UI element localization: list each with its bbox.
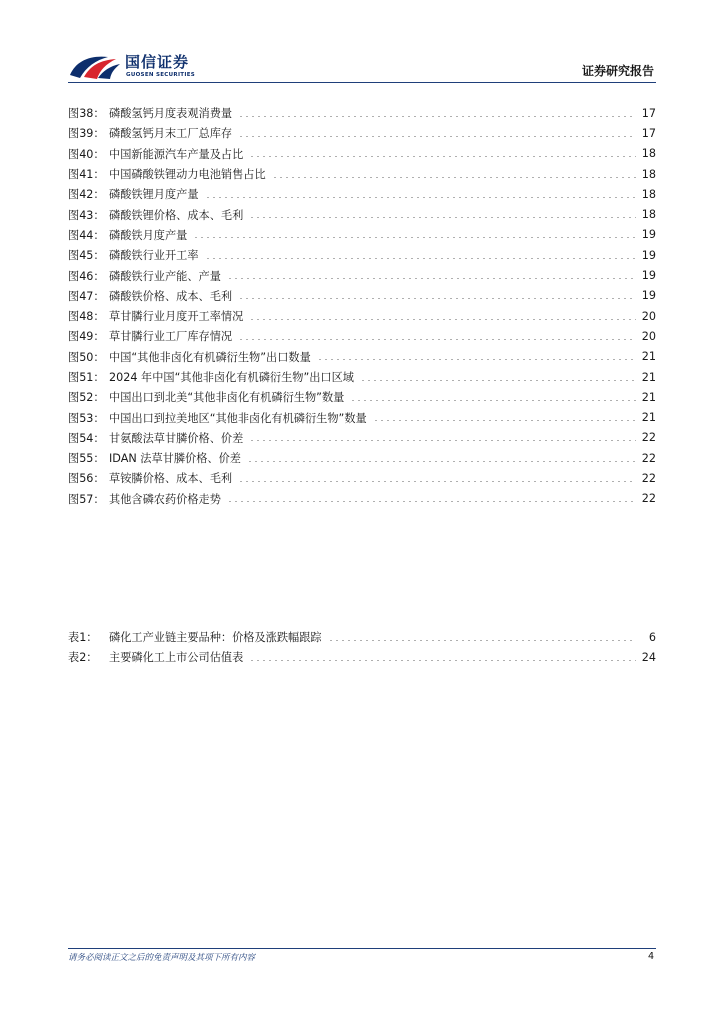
toc-entry-page: 20 [641, 329, 656, 343]
toc-entry-title: 磷酸铁锂月度产量 [109, 188, 199, 202]
toc-dot-leader [227, 501, 636, 502]
toc-entry-fig57[interactable] [68, 489, 656, 509]
toc-entry-fig56[interactable] [68, 468, 656, 488]
toc-entry-page: 19 [641, 228, 656, 242]
toc-entry-page: 22 [641, 471, 656, 485]
logo-english-name: GUOSEN SECURITIES [126, 72, 196, 78]
toc-entry-label: 图41： [68, 168, 105, 182]
toc-dot-leader [373, 420, 636, 421]
toc-entry-label: 图45： [68, 249, 105, 263]
toc-entry-fig54[interactable] [68, 428, 656, 448]
toc-entry-title: 中国磷酸铁锂动力电池销售占比 [109, 168, 266, 182]
page-header [68, 48, 656, 84]
toc-entry-fig40[interactable] [68, 144, 656, 164]
toc-entry-fig48[interactable] [68, 306, 656, 326]
toc-entry-title: 磷酸氢钙月度表观消费量 [109, 107, 233, 121]
header-divider [68, 82, 656, 83]
toc-entry-page: 18 [641, 147, 656, 161]
toc-dot-leader [350, 400, 635, 401]
toc-entry-fig45[interactable] [68, 245, 656, 265]
toc-dot-leader [249, 319, 635, 320]
toc-entry-fig55[interactable] [68, 448, 656, 468]
toc-entry-title: 2024 年中国“其他非卤化有机磷衍生物”出口区域 [109, 371, 354, 384]
toc-entry-label: 图55： [68, 452, 105, 466]
toc-entry-label: 表2： [68, 651, 98, 665]
toc-dot-leader [249, 217, 635, 218]
toc-entry-page: 17 [641, 126, 656, 140]
toc-entry-title: 其他含磷农药价格走势 [109, 492, 221, 506]
toc-dot-leader [249, 440, 635, 441]
toc-entry-title: 中国出口到北美“其他非卤化有机磷衍生物”数量 [109, 391, 345, 405]
toc-entry-page: 21 [641, 411, 656, 425]
toc-entry-page: 18 [641, 187, 656, 201]
toc-entry-page: 21 [641, 350, 656, 364]
toc-entry-title: 中国出口到拉美地区“其他非卤化有机磷衍生物”数量 [109, 411, 367, 425]
page-number: 4 [647, 951, 654, 962]
toc-entry-label: 表1： [68, 631, 98, 645]
toc-entry-page: 17 [641, 106, 656, 120]
footer-divider [68, 948, 656, 949]
toc-dot-leader [360, 380, 636, 381]
toc-entry-title: 草甘膦行业工厂库存情况 [109, 330, 233, 344]
toc-entry-label: 图46： [68, 269, 105, 283]
toc-dot-leader [238, 339, 636, 340]
toc-entry-label: 图54： [68, 431, 105, 445]
toc-entry-page: 19 [641, 248, 656, 262]
toc-entry-fig52[interactable] [68, 387, 656, 407]
toc-entry-label: 图48： [68, 310, 105, 324]
toc-entry-title: 主要磷化工上市公司估值表 [109, 651, 244, 665]
toc-dot-leader [328, 640, 636, 641]
toc-entry-title: 中国新能源汽车产量及占比 [109, 147, 244, 161]
toc-entry-page: 22 [641, 431, 656, 445]
toc-entry-label: 图52： [68, 391, 105, 405]
toc-entry-title: 磷化工产业链主要品种：价格及涨跌幅跟踪 [109, 631, 322, 645]
toc-entry-title: IDAN 法草甘膦价格、价差 [109, 452, 241, 466]
toc-entry-label: 图43： [68, 208, 105, 222]
toc-entry-label: 图38： [68, 107, 105, 121]
toc-dot-leader [227, 278, 636, 279]
toc-entry-label: 图44： [68, 228, 105, 242]
figures-toc-list [68, 103, 656, 509]
toc-entry-page: 19 [641, 269, 656, 283]
guosen-logo-icon [68, 51, 122, 81]
toc-entry-title: 磷酸铁锂价格、成本、毛利 [109, 208, 244, 222]
toc-entry-fig53[interactable] [68, 407, 656, 427]
toc-entry-table1[interactable] [68, 627, 656, 647]
toc-entry-fig43[interactable] [68, 204, 656, 224]
toc-entry-label: 图56： [68, 472, 105, 486]
toc-entry-page: 18 [641, 167, 656, 181]
toc-entry-page: 20 [641, 309, 656, 323]
toc-entry-label: 图53： [68, 411, 105, 425]
toc-entry-label: 图51： [68, 371, 105, 384]
toc-dot-leader [238, 116, 636, 117]
toc-entry-page: 24 [641, 650, 656, 664]
toc-dot-leader [272, 177, 636, 178]
toc-entry-label: 图39： [68, 127, 105, 141]
footer-disclaimer: 请务必阅读正文之后的免责声明及其项下所有内容 [68, 953, 256, 963]
toc-entry-label: 图47： [68, 289, 105, 303]
toc-entry-label: 图57： [68, 492, 105, 506]
toc-dot-leader [238, 298, 636, 299]
toc-dot-leader [205, 197, 636, 198]
toc-dot-leader [193, 237, 635, 238]
toc-entry-title: 磷酸铁行业产能、产量 [109, 269, 221, 283]
guosen-logo [68, 48, 208, 84]
toc-dot-leader [238, 481, 636, 482]
toc-dot-leader [249, 156, 635, 157]
toc-entry-title: 草铵膦价格、成本、毛利 [109, 472, 233, 486]
report-type-label: 证券研究报告 [581, 64, 654, 78]
toc-entry-page: 19 [641, 289, 656, 303]
toc-entry-page: 22 [641, 492, 656, 506]
toc-entry-title: 磷酸铁月度产量 [109, 228, 188, 242]
toc-entry-fig42[interactable] [68, 184, 656, 204]
toc-entry-label: 图40： [68, 147, 105, 161]
toc-entry-fig51[interactable] [68, 367, 656, 387]
toc-entry-fig39[interactable] [68, 123, 656, 143]
toc-dot-leader [247, 461, 636, 462]
toc-entry-fig44[interactable] [68, 225, 656, 245]
toc-entry-page: 6 [648, 630, 656, 644]
toc-dot-leader [205, 258, 636, 259]
toc-entry-table2[interactable] [68, 647, 656, 667]
toc-dot-leader [238, 136, 636, 137]
logo-chinese-name: 国信证券 [125, 53, 190, 71]
toc-entry-page: 21 [641, 390, 656, 404]
toc-entry-fig50[interactable] [68, 347, 656, 367]
toc-dot-leader [317, 359, 636, 360]
toc-entry-page: 18 [641, 208, 656, 222]
toc-entry-title: 甘氨酸法草甘膦价格、价差 [109, 431, 244, 445]
toc-entry-title: 中国“其他非卤化有机磷衍生物”出口数量 [109, 350, 311, 364]
toc-entry-title: 草甘膦行业月度开工率情况 [109, 310, 244, 324]
toc-entry-label: 图49： [68, 330, 105, 344]
toc-dot-leader [249, 660, 635, 661]
toc-entry-label: 图50： [68, 350, 105, 364]
toc-entry-fig46[interactable] [68, 265, 656, 285]
toc-entry-fig41[interactable] [68, 164, 656, 184]
toc-entry-label: 图42： [68, 188, 105, 202]
toc-entry-page: 22 [641, 451, 656, 465]
toc-entry-page: 21 [641, 370, 656, 384]
toc-entry-fig49[interactable] [68, 326, 656, 346]
toc-entry-fig47[interactable] [68, 286, 656, 306]
toc-entry-title: 磷酸氢钙月末工厂总库存 [109, 127, 233, 141]
toc-entry-title: 磷酸铁行业开工率 [109, 249, 199, 263]
toc-entry-title: 磷酸铁价格、成本、毛利 [109, 289, 233, 303]
tables-toc-list [68, 627, 656, 668]
toc-entry-fig38[interactable] [68, 103, 656, 123]
